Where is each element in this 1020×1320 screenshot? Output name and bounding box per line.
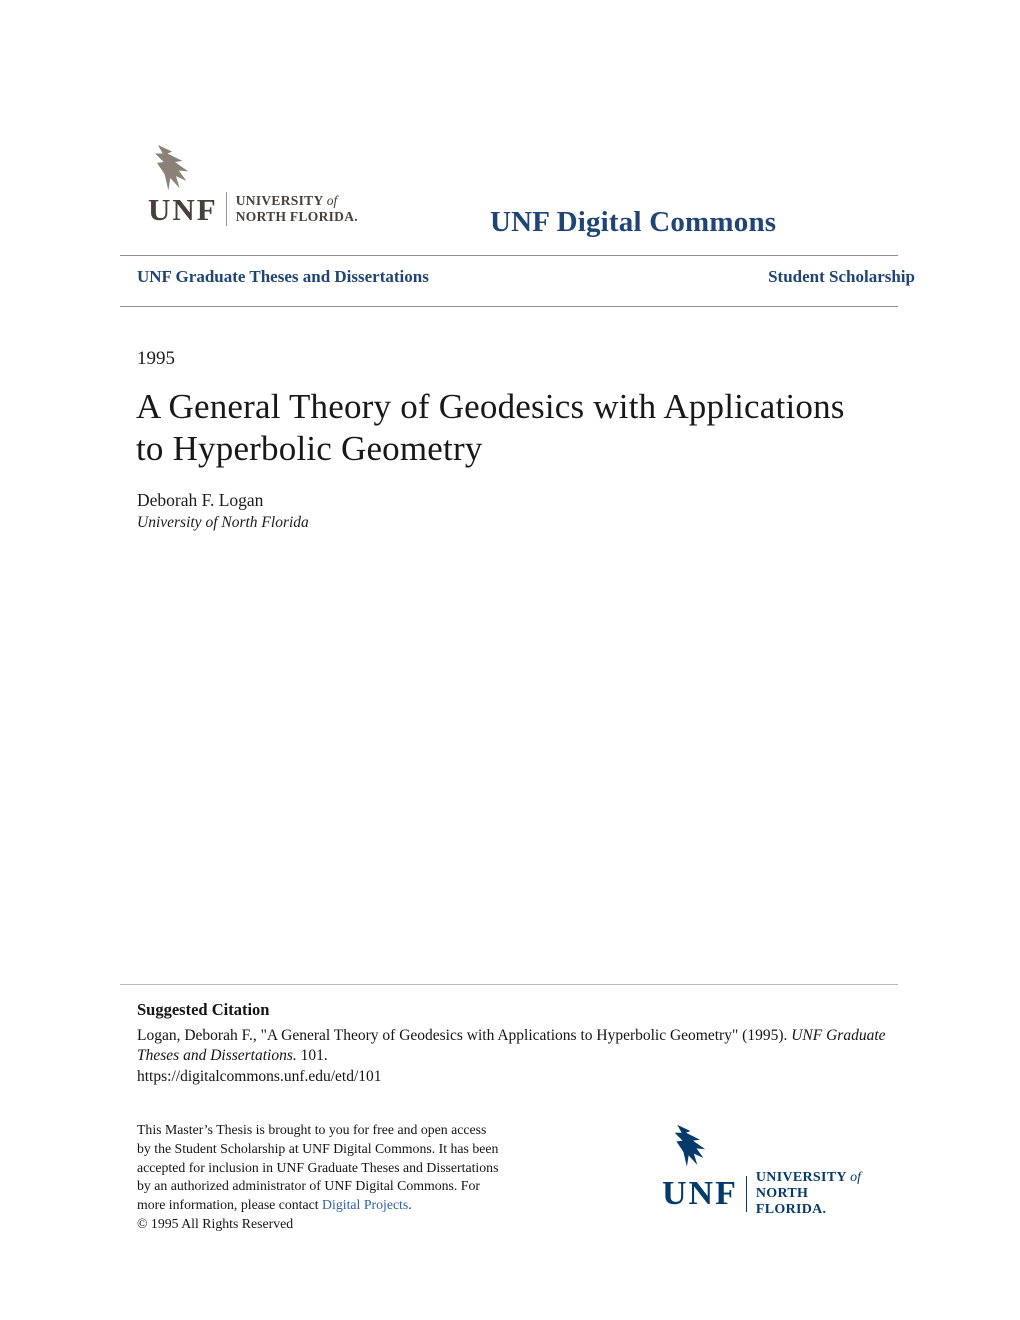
publication-year: 1995 xyxy=(137,348,175,369)
unf-logo-top xyxy=(140,142,368,236)
citation-rule xyxy=(120,984,898,985)
footer-text: This Master’s Thesis is brought to you for free and open access by the Student Scholarship at UNF Digital Commons. It has been accepted for inclusion in UNF Graduate Theses and Dissertations by an authorized administrator of UNF Digital Commons. For more information, please contact xyxy=(137,1122,499,1212)
nav-link-series[interactable]: UNF Graduate Theses and Dissertations xyxy=(137,267,429,286)
site-title: UNF Digital Commons xyxy=(490,206,777,238)
logo-university-word: UNIVERSITY xyxy=(235,193,323,209)
logo-divider xyxy=(226,192,227,226)
document-title xyxy=(136,386,926,470)
document-title-line1: A General Theory of Geodesics with Applications xyxy=(136,387,845,426)
logo-wordmark xyxy=(756,1170,882,1218)
unf-logo-bottom xyxy=(658,1124,882,1218)
footer-text-end: . xyxy=(408,1197,412,1212)
footer-note xyxy=(137,1121,501,1234)
citation-number: 101. xyxy=(296,1047,328,1065)
osprey-icon xyxy=(670,1124,716,1172)
logo-north-florida-word: NORTH FLORIDA. xyxy=(755,1186,827,1218)
logo-of-word: of xyxy=(326,193,338,209)
citation-text xyxy=(137,1026,902,1087)
header-nav xyxy=(137,267,915,287)
citation-url: https://digitalcommons.unf.edu/etd/101 xyxy=(137,1067,382,1085)
logo-north-florida-word: NORTH FLORIDA. xyxy=(235,209,358,224)
author-affiliation: University of North Florida xyxy=(137,514,309,531)
document-title-line2: to Hyperbolic Geometry xyxy=(136,429,483,468)
unf-acronym: UNF xyxy=(148,191,218,227)
citation-series-italic: UNF Graduate Theses and Dissertations. xyxy=(137,1027,886,1065)
citation-heading: Suggested Citation xyxy=(137,1000,270,1019)
logo-divider xyxy=(746,1176,747,1212)
header-rule-bottom xyxy=(120,306,898,307)
citation-main: Logan, Deborah F., "A General Theory of Geodesics with Applications to Hyperbolic Geometry" (1995). xyxy=(137,1027,792,1044)
digital-projects-link[interactable]: Digital Projects xyxy=(322,1197,409,1212)
header-rule-top xyxy=(120,255,898,256)
logo-of-word: of xyxy=(850,1170,861,1185)
unf-acronym: UNF xyxy=(662,1175,738,1213)
suggested-citation-block xyxy=(137,1000,902,1087)
copyright-line: © 1995 All Rights Reserved xyxy=(137,1215,294,1231)
logo-university-word: UNIVERSITY xyxy=(755,1170,847,1185)
logo-wordmark xyxy=(236,193,358,224)
author-name: Deborah F. Logan xyxy=(137,490,264,510)
osprey-icon xyxy=(150,144,200,196)
nav-link-scholarship[interactable]: Student Scholarship xyxy=(768,267,915,286)
